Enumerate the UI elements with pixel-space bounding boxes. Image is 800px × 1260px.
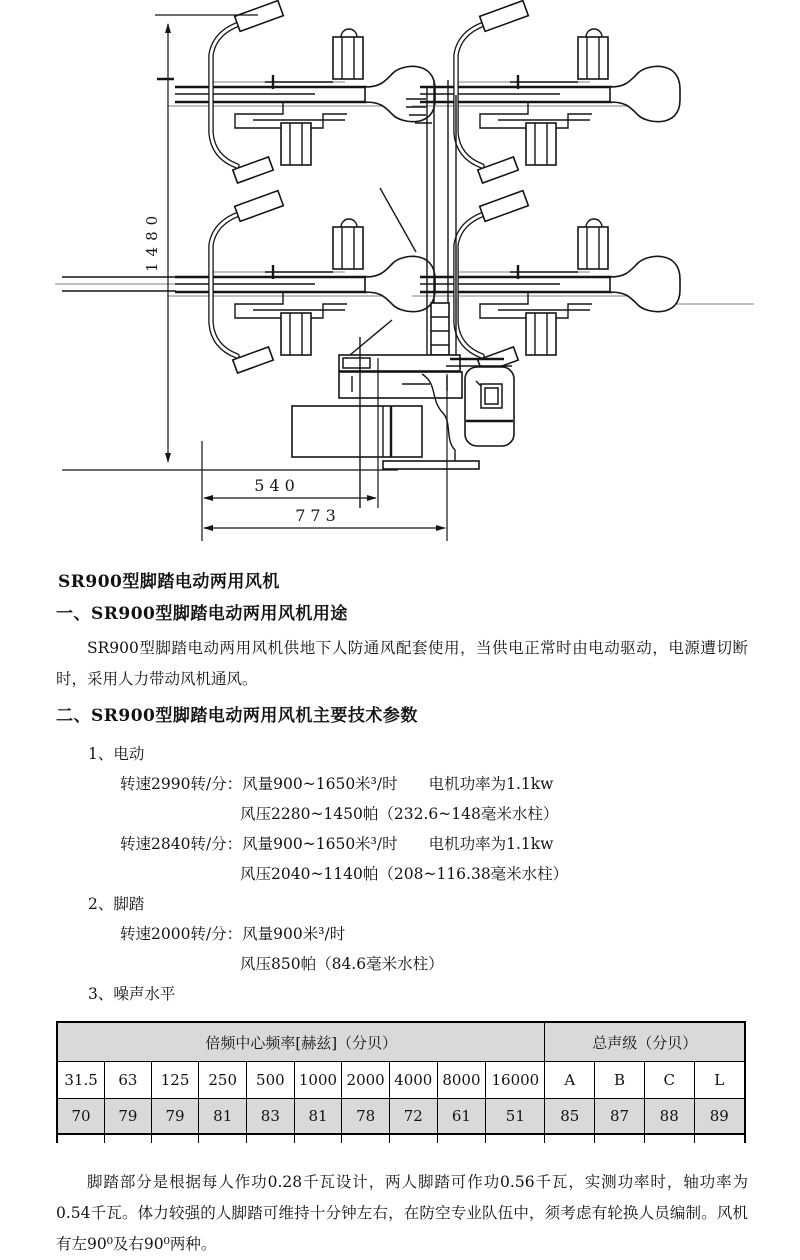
param-electric-press1: 风压2280~1450帕（232.6~148毫米水柱） [240,805,559,823]
pedal-station-top-right [412,1,680,183]
param-electric-speed1: 转速2990转/分：风量900~1650米³/时 电机功率为1.1kw [120,775,554,793]
table-stub [437,1135,486,1143]
table-cell: 125 [151,1062,199,1099]
param-electric-speed2: 转速2840转/分：风量900~1650米³/时 电机功率为1.1kw [120,835,554,853]
technical-drawing [0,0,800,555]
table-cell: 79 [105,1099,152,1135]
table-cell: 1000 [294,1062,342,1099]
table-stub [486,1135,545,1143]
table-cell: 500 [247,1062,295,1099]
table-cell: 61 [437,1099,486,1135]
dim-label-540: 540 [254,476,300,495]
table-cell: 81 [294,1099,342,1135]
pedal-station-bottom-right [412,191,680,373]
table-stub [105,1135,152,1143]
table-cell: 8000 [437,1062,486,1099]
param-item-noise: 3、噪声水平 [88,985,176,1003]
table-cell: 2000 [342,1062,390,1099]
table-cell: 51 [486,1099,545,1135]
table-stub [545,1135,595,1143]
document-body [0,571,800,1260]
motor [465,367,514,446]
table-cell: 79 [151,1099,199,1135]
table-stub [151,1135,199,1143]
table-cell: 16000 [486,1062,545,1099]
section-heading-parameters: 二、SR900型脚踏电动两用风机主要技术参数 [56,706,418,726]
param-pedal-press: 风压850帕（84.6毫米水柱） [240,955,444,973]
table-cell: 250 [199,1062,247,1099]
param-electric-press2: 风压2040~1140帕（208~116.38毫米水柱） [240,865,569,883]
table-stub [644,1135,694,1143]
parameter-list [56,739,748,1009]
table-cell: 89 [694,1099,745,1135]
table-cell: 88 [644,1099,694,1135]
param-item-pedal: 2、脚踏 [88,895,145,913]
table-cell: C [644,1062,694,1099]
table-stub [247,1135,295,1143]
pedal-station-top-left [167,1,435,183]
page-title: SR900型脚踏电动两用风机 [58,572,280,592]
table-cell: 70 [57,1099,105,1135]
table-stub [199,1135,247,1143]
table-cell: 87 [595,1099,645,1135]
table-cell: L [694,1062,745,1099]
table-cell: 63 [105,1062,152,1099]
noise-level-table [56,1021,746,1135]
closing-paragraph: 脚踏部分是根据每人作功0.28千瓦设计，两人脚踏可作功0.56千瓦，实测功率时，轴功率为0.54千瓦。体力较强的人脚踏可维持十分钟左右，在防空专业队伍中，须考虑有轮换人员编制。风机有左90⁰及右90⁰两种。 [56,1173,748,1253]
table-header-total: 总声级（分贝） [545,1022,745,1062]
dim-label-773: 773 [295,506,341,525]
table-stub [342,1135,390,1143]
param-item-electric: 1、电动 [88,745,145,763]
table-header-frequency: 倍频中心频率[赫兹]（分贝） [57,1022,545,1062]
table-cell: 85 [545,1099,595,1135]
table-border-stubs [56,1135,746,1143]
table-cell: 83 [247,1099,295,1135]
table-stub [390,1135,438,1143]
table-stub [694,1135,745,1143]
table-cell: 81 [199,1099,247,1135]
param-pedal-speed: 转速2000转/分：风量900米³/时 [120,925,346,943]
table-cell: 31.5 [57,1062,105,1099]
table-cell: 4000 [389,1062,437,1099]
dim-label-1480: 1480 [143,209,161,272]
table-cell: 78 [342,1099,390,1135]
table-stub [294,1135,342,1143]
pedal-station-bottom-left [167,191,435,373]
table-cell: 72 [389,1099,437,1135]
usage-paragraph: SR900型脚踏电动两用风机供地下人防通风配套使用，当供电正常时由电动驱动，电源遭切断时，采用人力带动风机通风。 [56,639,748,688]
table-cell: B [595,1062,645,1099]
table-stub [595,1135,645,1143]
table-cell: A [545,1062,595,1099]
table-stub [57,1135,105,1143]
section-heading-usage: 一、SR900型脚踏电动两用风机用途 [56,604,348,624]
